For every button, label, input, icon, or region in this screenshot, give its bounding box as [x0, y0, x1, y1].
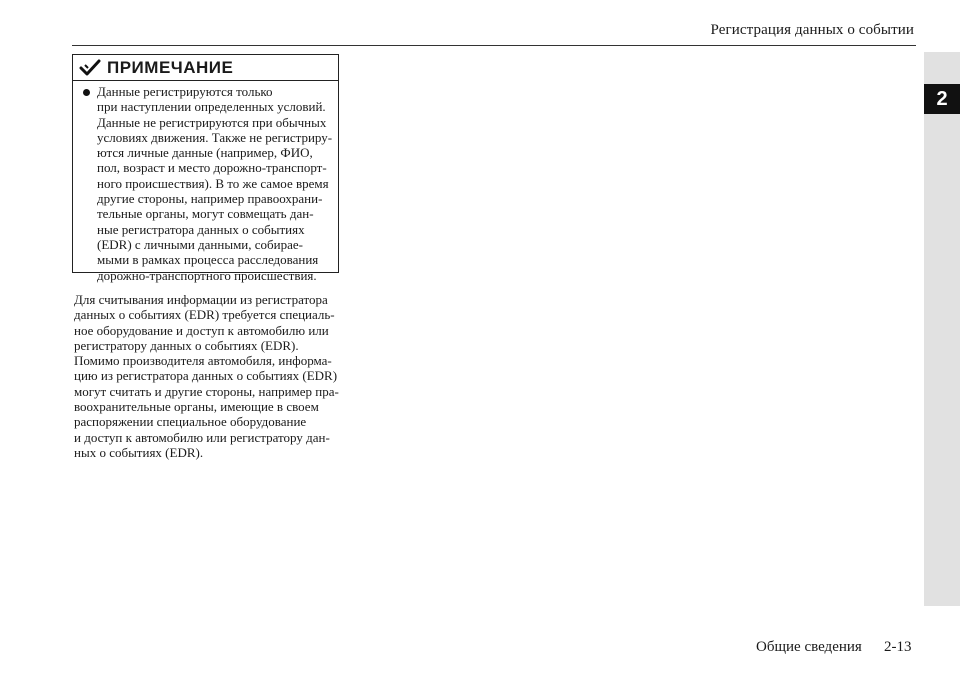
note-line: (EDR) с личными данными, собирае-	[97, 236, 303, 252]
header-rule	[72, 45, 916, 46]
body-paragraph	[74, 292, 344, 460]
note-line: ные регистратора данных о событиях	[97, 221, 305, 237]
note-line: другие стороны, например правоохрани-	[97, 191, 323, 207]
bullet-icon	[83, 89, 90, 96]
footer-section-label: Общие сведения	[756, 639, 862, 655]
note-line: пол, возраст и место дорожно-транспорт-	[97, 160, 327, 176]
body-line: распоряжении специальное оборудование	[74, 414, 307, 430]
note-line: ются личные данные (например, ФИО,	[97, 145, 313, 161]
footer-page-number: 2-13	[884, 639, 912, 655]
note-line: Данные не регистрируются при обычных	[97, 114, 327, 130]
note-line: ного происшествия). В то же самое время	[97, 175, 329, 191]
pencil-check-icon	[79, 58, 101, 78]
note-line: при наступлении определенных условий.	[97, 99, 326, 115]
note-line: Данные регистрируются только	[97, 84, 273, 99]
note-line: условиях движения. Также не регистриру-	[97, 129, 333, 145]
note-box	[72, 54, 339, 283]
body-line: могут считать и другие стороны, например пра-	[74, 383, 339, 399]
page-header-title: Регистрация данных о событии	[710, 22, 914, 38]
note-line: мыми в рамках процесса расследования	[97, 252, 319, 268]
body-line: Для считывания информации из регистратора	[74, 292, 328, 307]
note-body	[73, 81, 338, 283]
body-line: Помимо производителя автомобиля, информа-	[74, 353, 332, 369]
body-line: регистратору данных о событиях (EDR).	[74, 337, 299, 353]
side-tab-strip	[924, 52, 960, 606]
body-line: цию из регистратора данных о событиях (EDR)	[74, 368, 338, 384]
body-line: данных о событиях (EDR) требуется специаль-	[74, 307, 335, 323]
note-line: тельные органы, могут совмещать дан-	[97, 206, 314, 222]
chapter-tab[interactable]: 2	[924, 84, 960, 114]
note-title: ПРИМЕЧАНИЕ	[107, 57, 234, 77]
note-line: дорожно-транспортного происшествия.	[97, 267, 317, 283]
body-line: воохранительные органы, имеющие в своем	[74, 399, 319, 415]
body-line: ных о событиях (EDR).	[74, 444, 204, 460]
body-line: и доступ к автомобилю или регистратору дан-	[74, 429, 330, 445]
body-line: ное оборудование и доступ к автомобилю или	[74, 322, 329, 338]
note-header	[73, 55, 338, 81]
